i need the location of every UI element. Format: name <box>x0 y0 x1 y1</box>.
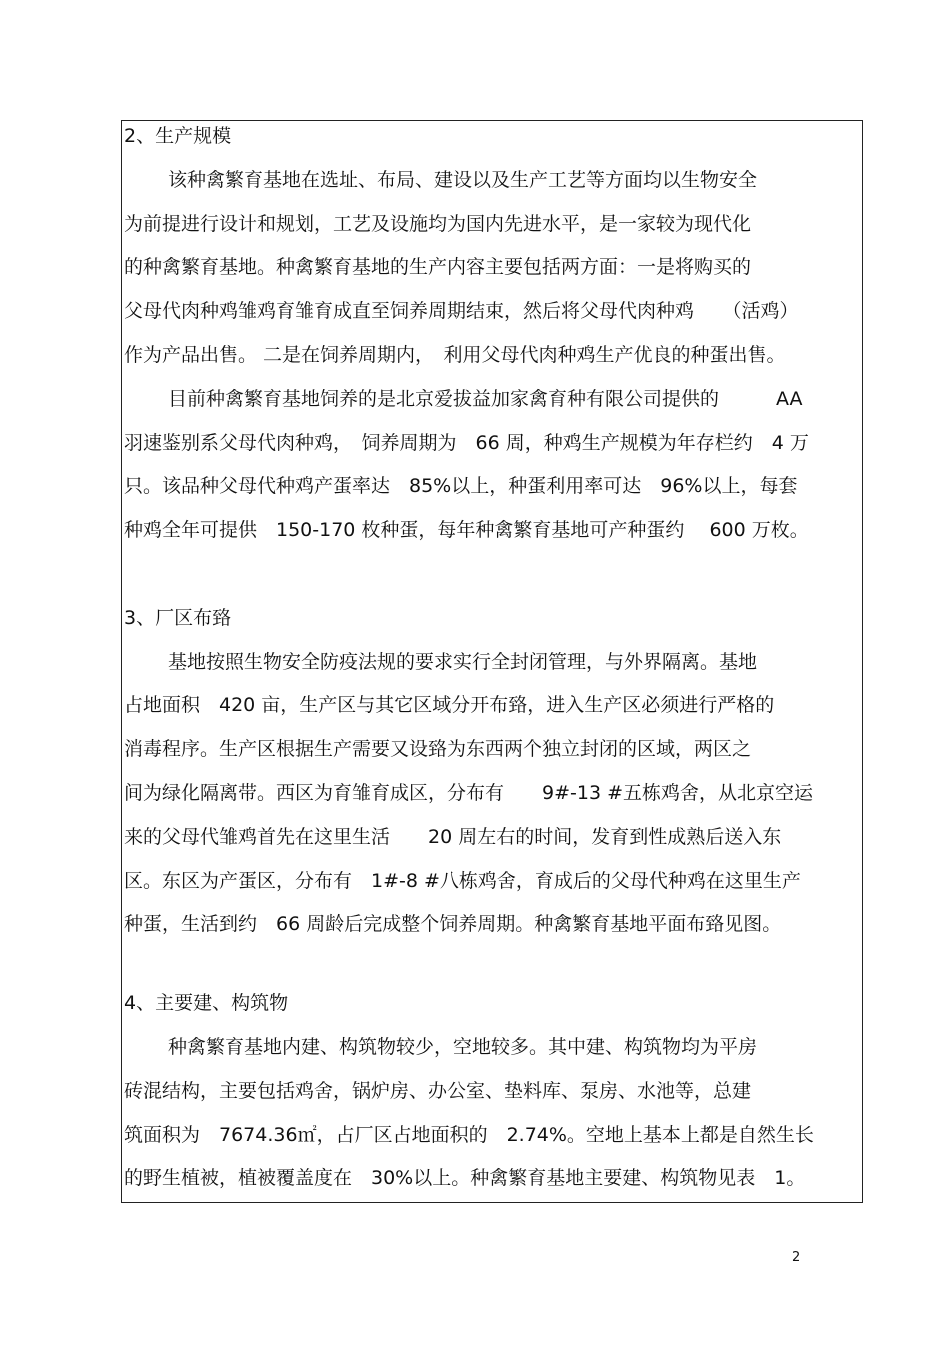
paragraph-line: 种禽繁育基地内建、构筑物较少，空地较多。其中建、构筑物均为平房 <box>168 1036 758 1058</box>
paragraph-line: 的种禽繁育基地。种禽繁育基地的生产内容主要包括两方面：一是将购买的 <box>124 256 752 278</box>
paragraph-line: 筑面积为 7674.36㎡，占厂区占地面积的 2.74%。空地上基本上都是自然生长 <box>124 1124 814 1146</box>
page-number: 2 <box>792 1250 801 1265</box>
paragraph-line: 只。该品种父母代种鸡产蛋率达 85%以上，种蛋利用率可达 96%以上，每套 <box>124 475 798 497</box>
section-heading: 4、主要建、构筑物 <box>124 992 289 1014</box>
paragraph-line: 占地面积 420 亩，生产区与其它区域分开布臵，进入生产区必须进行严格的 <box>124 694 775 716</box>
paragraph-line: 区。东区为产蛋区，分布有 1#-8 #八栋鸡舍，育成后的父母代种鸡在这里生产 <box>124 870 801 892</box>
paragraph-line: 作为产品出售。 二是在饲养周期内， 利用父母代肉种鸡生产优良的种蛋出售。 <box>124 344 786 366</box>
paragraph-line: 种鸡全年可提供 150-170 枚种蛋，每年种禽繁育基地可产种蛋约 600 万枚。 <box>124 519 809 541</box>
paragraph-line: 消毒程序。生产区根据生产需要又设臵为东西两个独立封闭的区域，两区之 <box>124 738 752 760</box>
paragraph-line: 间为绿化隔离带。西区为育雏育成区，分布有 9#-13 #五栋鸡舍，从北京空运 <box>124 782 814 804</box>
paragraph-line: 羽速鉴别系父母代肉种鸡， 饲养周期为 66 周，种鸡生产规模为年存栏约 4 万 <box>124 432 809 454</box>
paragraph-line: 为前提进行设计和规划，工艺及设施均为国内先进水平，是一家较为现代化 <box>124 213 752 235</box>
paragraph-line: 种蛋，生活到约 66 周龄后完成整个饲养周期。种禽繁育基地平面布臵见图。 <box>124 913 782 935</box>
paragraph-line: 砖混结构，主要包括鸡舍，锅炉房、办公室、垫料库、泵房、水池等，总建 <box>124 1080 752 1102</box>
section-heading: 3、厂区布臵 <box>124 607 232 629</box>
section-heading: 2、生产规模 <box>124 125 232 147</box>
paragraph-line: 目前种禽繁育基地饲养的是北京爱拔益加家禽育种有限公司提供的 AA <box>168 388 803 410</box>
paragraph-line: 基地按照生物安全防疫法规的要求实行全封闭管理，与外界隔离。基地 <box>168 651 758 673</box>
paragraph-line: 父母代肉种鸡雏鸡育雏育成直至饲养周期结束，然后将父母代肉种鸡 （活鸡） <box>124 300 799 322</box>
paragraph-line: 的野生植被，植被覆盖度在 30%以上。种禽繁育基地主要建、构筑物见表 1。 <box>124 1167 806 1189</box>
document-frame <box>121 120 863 1203</box>
paragraph-line: 来的父母代雏鸡首先在这里生活 20 周左右的时间，发育到性成熟后送入东 <box>124 826 782 848</box>
paragraph-line: 该种禽繁育基地在选址、布局、建设以及生产工艺等方面均以生物安全 <box>168 169 758 191</box>
